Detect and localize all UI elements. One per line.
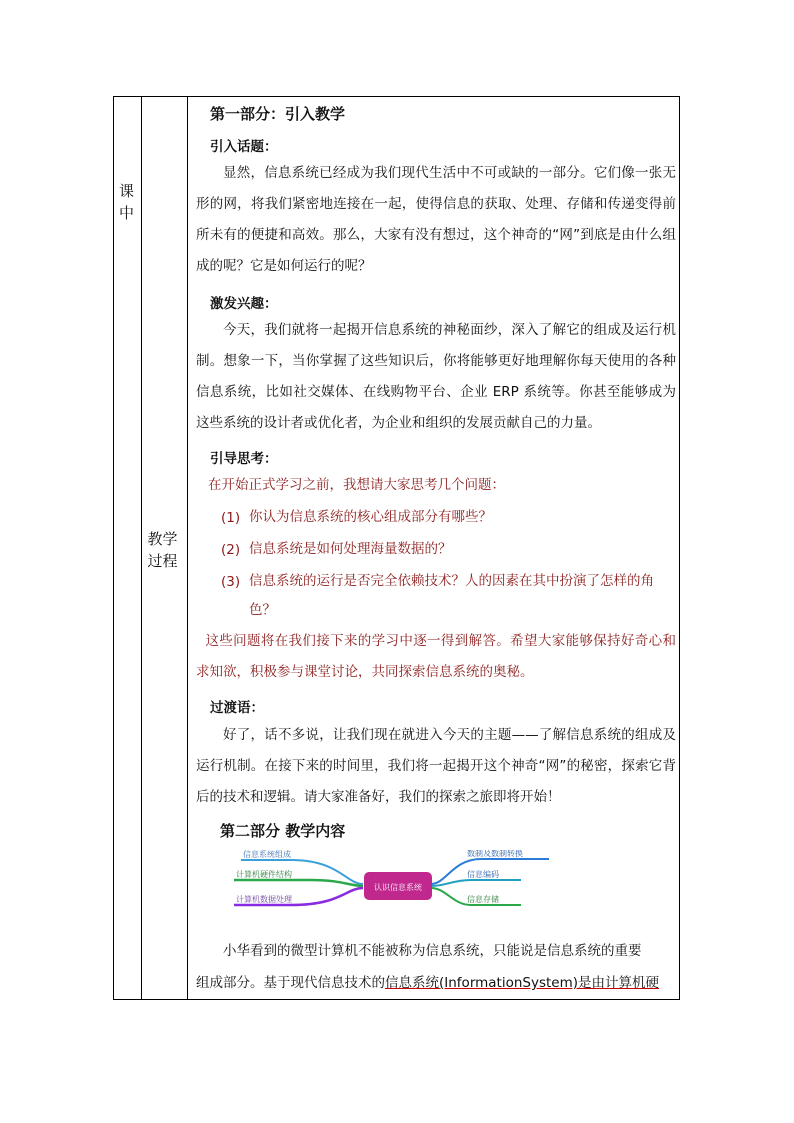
intro-heading: 引入话题： xyxy=(210,139,278,155)
information-system-term: 信息系统(InformationSystem)是由计算机硬 xyxy=(385,975,660,991)
question-2-text: 信息系统是如何处理海量数据的？ xyxy=(249,541,452,557)
guide-intro: 在开始正式学习之前，我想请大家思考几个问题： xyxy=(208,477,505,493)
transition-heading: 过渡语： xyxy=(210,700,264,716)
part2-title: 第二部分 教学内容 xyxy=(220,822,346,840)
mind-right-label-2: 信息编码 xyxy=(467,870,499,879)
part1-title: 第一部分：引入教学 xyxy=(210,105,346,123)
transition-text: 好了，话不多说，让我们现在就进入今天的主题——了解信息系统的组成及运行机制。在接下来的时间里，我们将一起揭开这个神奇“网”的秘密，探索它背后的技术和逻辑。请大家准备好，我们的探索之旅即将开始！ xyxy=(196,727,676,805)
phase-label xyxy=(113,180,140,224)
interest-heading: 激发兴趣： xyxy=(210,296,278,312)
phase-char-1: 课 xyxy=(118,182,134,200)
part2-text-line1: 小华看到的微型计算机不能被称为信息系统，只能说是信息系统的重要 xyxy=(223,943,642,959)
mind-left-label-3: 计算机数据处理 xyxy=(236,895,292,904)
mind-right-label-1: 数制及数制转换 xyxy=(467,850,523,858)
phase-char-2: 中 xyxy=(118,204,134,222)
intro-text: 显然，信息系统已经成为我们现代生活中不可或缺的一部分。它们像一张无形的网，将我们紧密地连接在一起，使得信息的获取、处理、存储和传递变得前所未有的便捷和高效。那么，大家有没有想过，这个神奇的“网”到底是由什么组成的呢？它是如何运行的呢？ xyxy=(196,165,676,274)
interest-text: 今天，我们就将一起揭开信息系统的神秘面纱，深入了解它的组成及运行机制。想象一下，当你掌握了这些知识后，你将能够更好地理解你每天使用的各种信息系统，比如社交媒体、在线购物平台、企业 ERP 系统等。你甚至能够成为这些系统的设计者或优化者，为企业和组织的发展贡献自己的力量。 xyxy=(196,322,676,431)
question-1-num: (1) xyxy=(221,510,241,526)
guide-outro: 这些问题将在我们接下来的学习中逐一得到解答。希望大家能够保持好奇心和求知欲，积极参与课堂讨论，共同探索信息系统的奥秘。 xyxy=(196,633,676,680)
guide-heading: 引导思考： xyxy=(210,451,278,467)
phase-cell xyxy=(114,97,142,1000)
stage-line-2: 过程 xyxy=(147,552,178,570)
stage-line-1: 教学 xyxy=(147,530,178,548)
mind-branch-right-2 xyxy=(431,880,521,886)
question-3-text: 信息系统的运行是否完全依赖技术？人的因素在其中扮演了怎样的角 xyxy=(249,573,654,589)
part2-text-line2-prefix: 组成部分。基于现代信息技术的 xyxy=(196,975,385,991)
content-area xyxy=(196,96,678,1000)
question-3-cont: 色？ xyxy=(249,602,276,618)
mind-right-label-3: 信息存储 xyxy=(467,895,499,904)
question-3-num: (3) xyxy=(221,574,241,590)
mind-left-label-2: 计算机硬件结构 xyxy=(236,870,292,879)
question-2-num: (2) xyxy=(221,542,241,558)
question-1-text: 你认为信息系统的核心组成部分有哪些？ xyxy=(249,509,492,525)
part2-text-line2 xyxy=(196,968,678,999)
mindmap xyxy=(231,850,551,922)
mind-left-label-1: 信息系统组成 xyxy=(243,850,291,859)
mind-center-label: 认识信息系统 xyxy=(374,883,422,892)
stage-label xyxy=(140,528,185,572)
mind-branch-left-2 xyxy=(234,880,363,886)
